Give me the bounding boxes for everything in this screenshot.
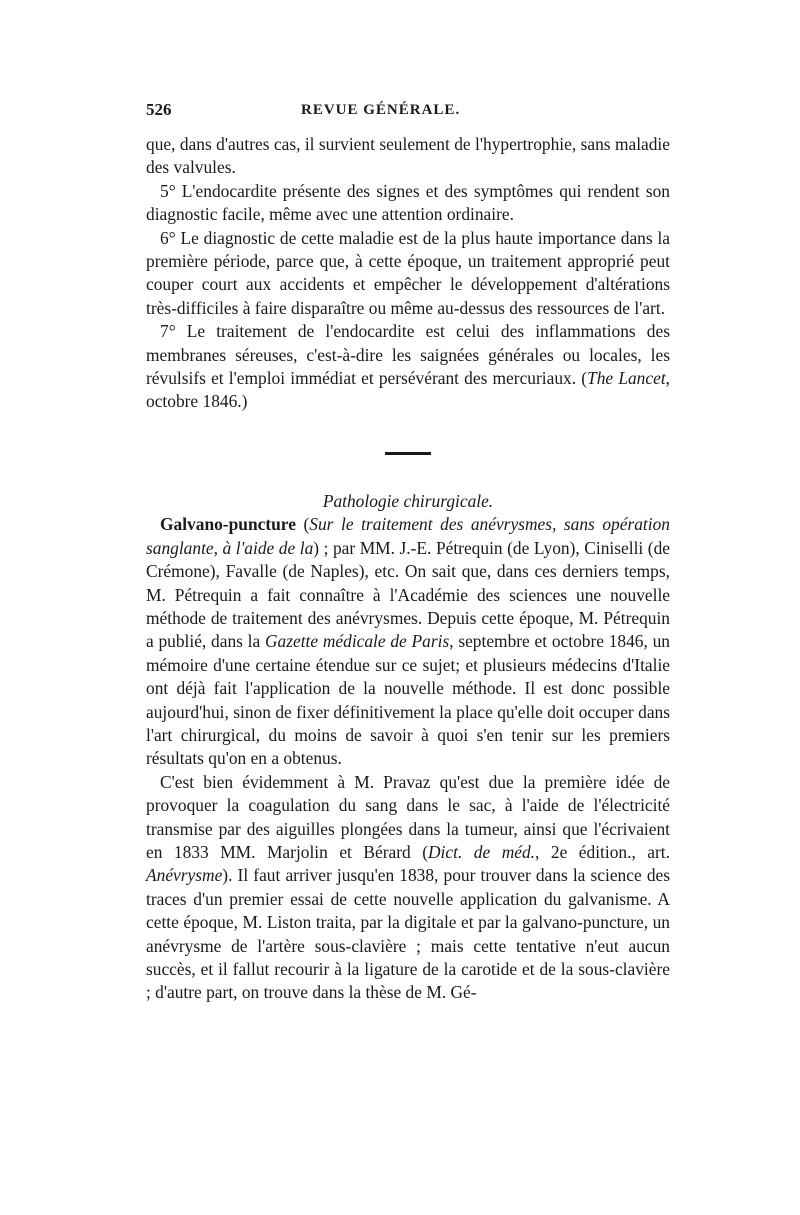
article-title: Anévrysme: [146, 865, 223, 886]
text: (: [295, 514, 310, 535]
article-lead: Galvano-puncture: [160, 514, 296, 535]
journal-title: The Lancet: [587, 368, 666, 389]
text: ). Il faut arriver jusqu'en 1838, pour trouver dans la science des traces d'un premier essai de cette nouvelle application du galvanisme. A cette époque, M. Liston traita, par la digitale et par la galvano-puncture, un anévrysme de l'artère sous-clavière ; mais cette tentative n'eut aucun succès, et il fallut recourir à la ligature de la carotide et de la sous-clavière ; d'autre part, on trouve dans la thèse de M. Gé-: [146, 865, 670, 1003]
page-header: [146, 100, 666, 122]
paragraph-point-6: [146, 227, 670, 321]
paragraph-pravaz: [146, 771, 670, 1005]
text: , 2e édition., art.: [535, 841, 670, 862]
paragraph-galvano-puncture: [146, 513, 670, 770]
journal-title: Gazette médicale de Paris: [264, 631, 450, 652]
page-number: 526: [146, 100, 172, 119]
paragraph-continuation: [146, 133, 670, 180]
text: , octobre 1846.): [146, 368, 671, 412]
article-subtitle: Sur le traitement des anévrysmes, sans opération sanglante, à l'aide de la: [146, 514, 670, 558]
section-title: Pathologie chirurgicale.: [322, 490, 494, 511]
paragraph-point-7: [146, 320, 670, 414]
text: ) ; par MM. J.-E. Pétrequin (de Lyon), Ciniselli (de Crémone), Favalle (de Naples), etc. On sait que, dans ces derniers temps, M. Pétrequin a fait connaître à l'Académie des sciences une nouvelle méthode de traitement des anévrysmes. Depuis cette époque, M. Pétrequin a publié, dans la: [146, 537, 670, 652]
text: 7° Le traitement de l'endocardite est celui des inflammations des membranes séreuses, c'est-à-dire les saignées générales ou locales, les révulsifs et l'emploi immédiat et persévérant des mercuriaux. (: [146, 321, 670, 389]
text: 5° L'endocardite présente des signes et des symptômes qui rendent son diagnostic facile, même avec une attention ordinaire.: [146, 180, 670, 225]
section-divider: [385, 452, 431, 455]
text: , septembre et octobre 1846, un mémoire d'une certaine étendue sur ce sujet; et plusieurs médecins d'Italie ont déjà fait l'application de la nouvelle méthode. Il est donc possible aujourd'hui, sinon de fixer définitivement la place qu'elle doit occuper dans l'art chirurgical, du moins de savoir à quoi s'en tenir sur les premiers résultats qu'on en a obtenus.: [146, 631, 670, 769]
text: 6° Le diagnostic de cette maladie est de la plus haute importance dans la première période, parce que, à cette époque, un traitement approprié peut couper court aux accidents et empêcher le développement d'altérations très-difficiles à faire disparaître ou même au-dessus des ressources de l'art.: [146, 227, 670, 318]
running-title: REVUE GÉNÉRALE.: [301, 102, 461, 118]
text: C'est bien évidemment à M. Pravaz qu'est due la première idée de provoquer la coagulation du sang dans le sac, à l'aide de l'électricité transmise par des aiguilles plongées dans la tumeur, ainsi que l'écrivaient en 1833 MM. Marjolin et Bérard (: [146, 771, 670, 862]
text-column: [146, 133, 670, 1005]
text: que, dans d'autres cas, il survient seulement de l'hypertrophie, sans maladie des valvules.: [146, 134, 670, 178]
paragraph-point-5: [146, 180, 670, 227]
dictionary-title: Dict. de méd.: [428, 841, 536, 862]
